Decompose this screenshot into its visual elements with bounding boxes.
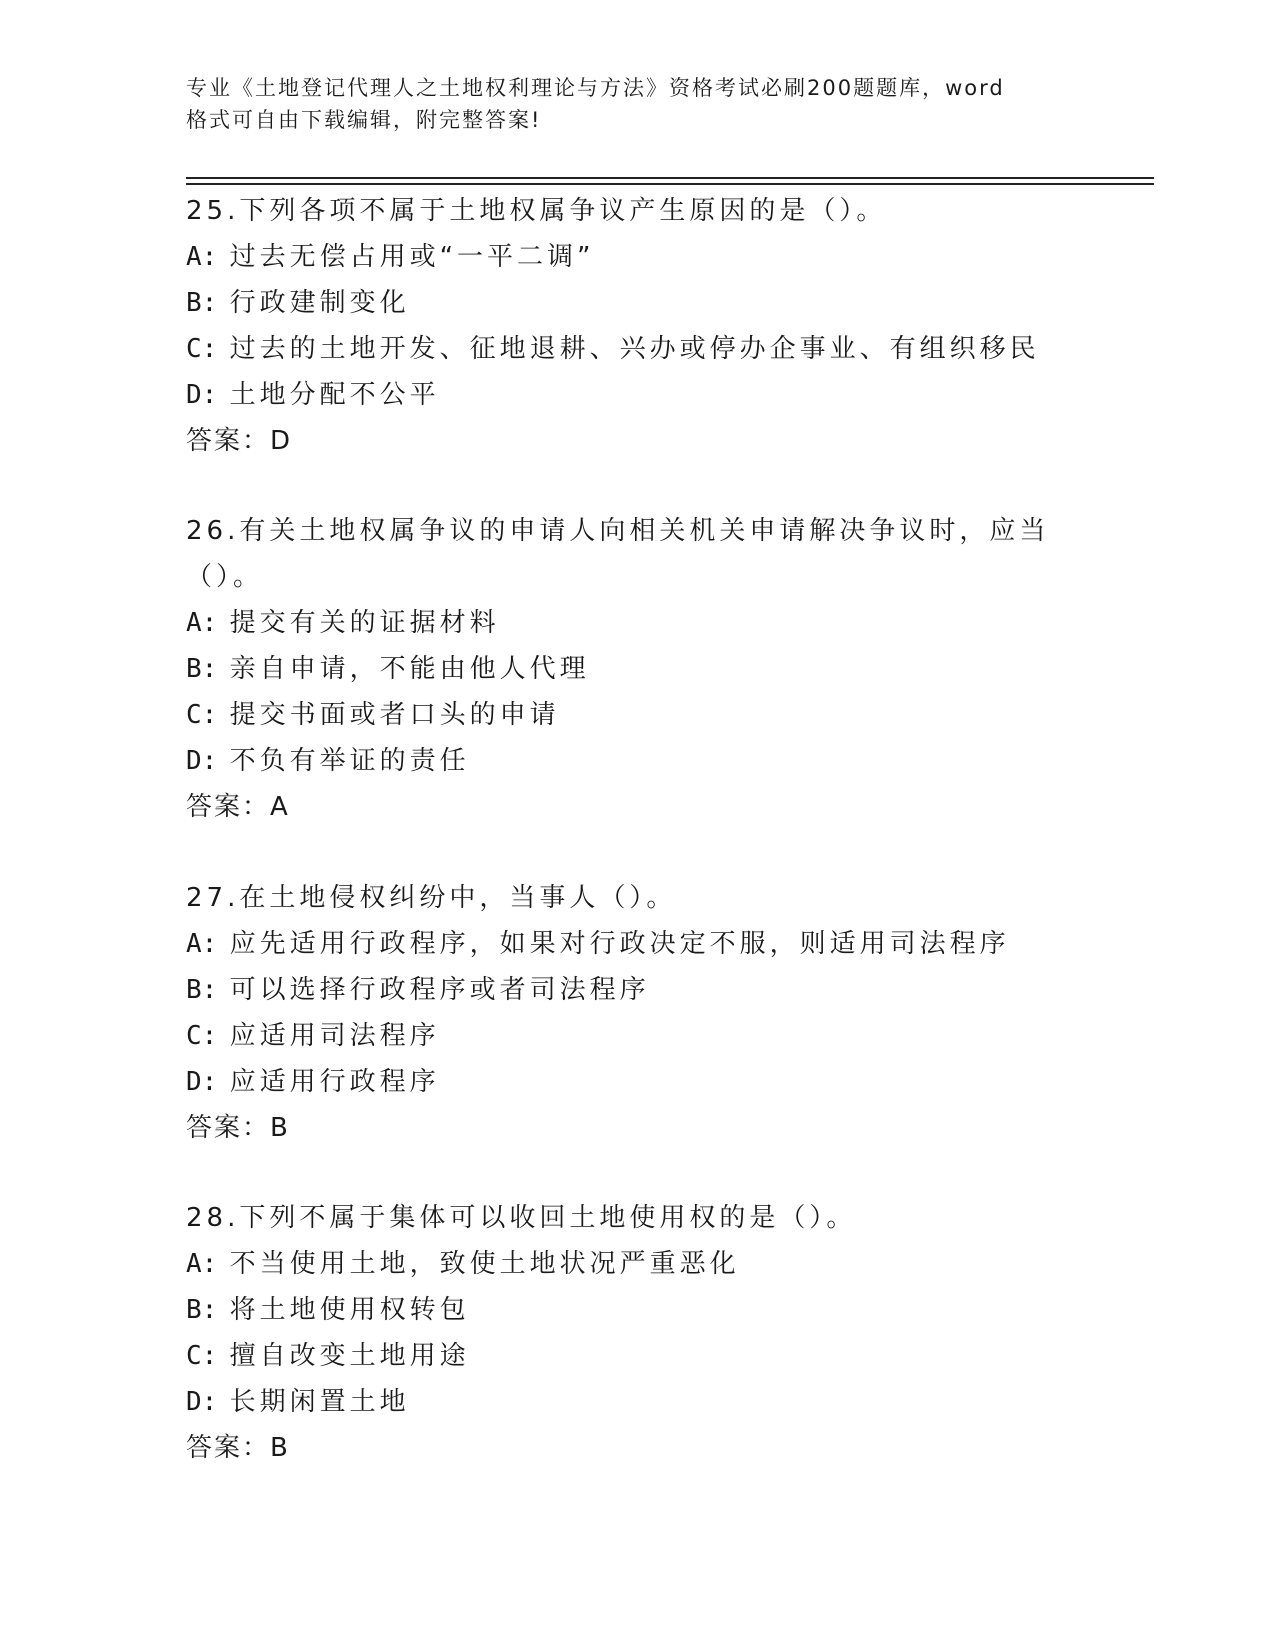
option-letter: C:	[186, 1021, 218, 1051]
option-letter: B:	[186, 1295, 218, 1325]
option-letter: A:	[186, 242, 218, 272]
option-text: 长期闲置土地	[229, 1387, 410, 1417]
option-a	[186, 600, 1086, 646]
option-letter: D:	[186, 746, 218, 776]
option-letter: B:	[186, 654, 218, 684]
header-divider-top	[186, 177, 1154, 179]
option-text: 亲自申请，不能由他人代理	[229, 654, 590, 684]
question-stem: 25.下列各项不属于土地权属争议产生原因的是（）。	[186, 196, 887, 226]
option-text: 应适用司法程序	[229, 1021, 440, 1051]
answer-line: 答案：D	[186, 426, 293, 456]
option-letter: A:	[186, 929, 218, 959]
option-letter: B:	[186, 975, 218, 1005]
option-text: 提交有关的证据材料	[229, 608, 500, 638]
option-d	[186, 1379, 1086, 1425]
option-letter: D:	[186, 1387, 218, 1417]
option-text: 可以选择行政程序或者司法程序	[229, 975, 650, 1005]
answer-line: 答案：B	[186, 1433, 290, 1463]
header-divider-bottom	[186, 183, 1154, 185]
question-25	[186, 188, 1086, 464]
option-c	[186, 692, 1086, 738]
option-letter: D:	[186, 380, 218, 410]
option-text: 过去无偿占用或“一平二调”	[229, 242, 595, 272]
header-line-1: 专业《土地登记代理人之土地权利理论与方法》资格考试必刷200题题库，word	[186, 76, 1005, 100]
document-header	[186, 72, 1086, 136]
answer-line: 答案：B	[186, 1113, 290, 1143]
option-b	[186, 280, 1086, 326]
option-d	[186, 1059, 1086, 1105]
option-letter: A:	[186, 608, 218, 638]
option-b	[186, 967, 1086, 1013]
option-d	[186, 738, 1086, 784]
option-text: 过去的土地开发、征地退耕、兴办或停办企事业、有组织移民	[229, 334, 1040, 364]
option-a	[186, 1241, 1086, 1287]
option-text: 将土地使用权转包	[229, 1295, 470, 1325]
option-text: 不当使用土地，致使土地状况严重恶化	[229, 1249, 740, 1279]
option-c	[186, 1013, 1086, 1059]
option-letter: D:	[186, 1067, 218, 1097]
question-26	[186, 508, 1086, 830]
option-c	[186, 326, 1086, 372]
option-text: 擅自改变土地用途	[229, 1341, 470, 1371]
question-28	[186, 1195, 1086, 1471]
option-d	[186, 372, 1086, 418]
option-b	[186, 646, 1086, 692]
option-letter: A:	[186, 1249, 218, 1279]
option-a	[186, 921, 1086, 967]
option-b	[186, 1287, 1086, 1333]
option-letter: C:	[186, 1341, 218, 1371]
option-text: 不负有举证的责任	[229, 746, 470, 776]
option-c	[186, 1333, 1086, 1379]
option-a	[186, 234, 1086, 280]
option-text: 土地分配不公平	[229, 380, 440, 410]
option-text: 应适用行政程序	[229, 1067, 440, 1097]
option-letter: C:	[186, 700, 218, 730]
option-text: 提交书面或者口头的申请	[229, 700, 560, 730]
question-stem: 27.在土地侵权纠纷中，当事人（）。	[186, 883, 677, 913]
option-text: 行政建制变化	[229, 288, 410, 318]
option-letter: C:	[186, 334, 218, 364]
option-text: 应先适用行政程序，如果对行政决定不服，则适用司法程序	[229, 929, 1010, 959]
question-stem: 26.有关土地权属争议的申请人向相关机关申请解决争议时，应当（）。	[186, 516, 1050, 592]
question-27	[186, 875, 1086, 1151]
question-stem: 28.下列不属于集体可以收回土地使用权的是（）。	[186, 1203, 857, 1233]
header-line-2: 格式可自由下载编辑，附完整答案!	[186, 108, 542, 132]
option-letter: B:	[186, 288, 218, 318]
answer-line: 答案：A	[186, 792, 290, 822]
